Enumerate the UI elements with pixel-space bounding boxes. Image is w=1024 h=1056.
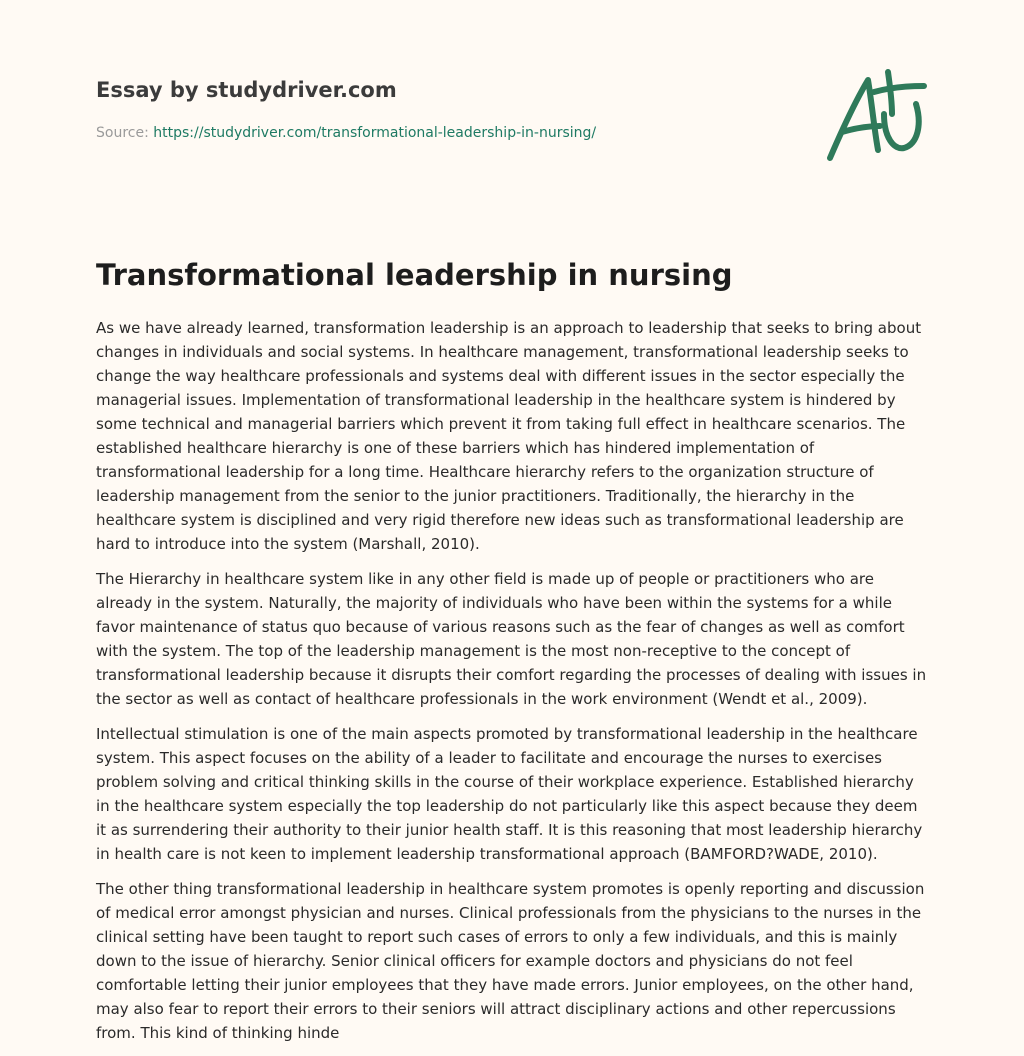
essay-paragraph-4: The other thing transformational leadership in healthcare system promotes is openly reporting and discussion of medical error amongst physician and nurses. Clinical professionals from the physicians to the nurses in the clinical setting have been taught to report such cases of errors to only a few individuals, and this is mainly down to the issue of hierarchy. Senior clinical officers for example doctors and physicians do not feel comfortable letting their junior employees that they have made errors. Junior employees, on the other hand, may also fear to report their errors to their seniors will attract disciplinary actions and other repercussions from. This kind of thinking hinde (96, 880, 925, 1042)
source-line (96, 123, 796, 143)
source-label: Source: (96, 125, 149, 141)
essay-paragraph-2: The Hierarchy in healthcare system like in any other field is made up of people or practitioners who are already in the system. Naturally, the majority of individuals who have been within the systems for a while favor maintenance of status quo because of various reasons such as the fear of changes as well as comfort with the system. The top of the leadership management is the most non-receptive to the concept of transformational leadership because it disrupts their comfort regarding the processes of dealing with issues in the sector as well as contact of healthcare professionals in the work environment (Wendt et al., 2009). (96, 570, 927, 708)
essay-header (96, 76, 796, 143)
source-link[interactable]: https://studydriver.com/transformational-leadership-in-nursing/ (153, 125, 597, 141)
a-plus-logo-icon (822, 68, 932, 164)
essay-body (96, 316, 932, 1056)
essay-paragraph-3: Intellectual stimulation is one of the main aspects promoted by transformational leadership in the healthcare system. This aspect focuses on the ability of a leader to facilitate and encourage the nurses to exercises problem solving and critical thinking skills in the course of their workplace experience. Established hierarchy in the healthcare system especially the top leadership do not particularly like this aspect because they deem it as surrendering their authority to their junior health staff. It is this reasoning that most leadership hierarchy in health care is not keen to implement leadership transformational approach (BAMFORD?WADE, 2010). (96, 725, 923, 863)
brand-title: Essay by studydriver.com (96, 78, 397, 102)
essay-paragraph-1: As we have already learned, transformation leadership is an approach to leadership that seeks to bring about changes in individuals and social systems. In healthcare management, transformational leadership seeks to change the way healthcare professionals and systems deal with different issues in the sector especially the managerial issues. Implementation of transformational leadership in the healthcare system is hindered by some technical and managerial barriers which prevent it from taking full effect in healthcare scenarios. The established healthcare hierarchy is one of these barriers which has hindered implementation of transformational leadership for a long time. Healthcare hierarchy refers to the organization structure of leadership management from the senior to the junior practitioners. Traditionally, the hierarchy in the healthcare system is disciplined and very rigid therefore new ideas such as transformational leadership are hard to introduce into the system (Marshall, 2010). (96, 319, 922, 553)
essay-title: Transformational leadership in nursing (96, 258, 733, 292)
